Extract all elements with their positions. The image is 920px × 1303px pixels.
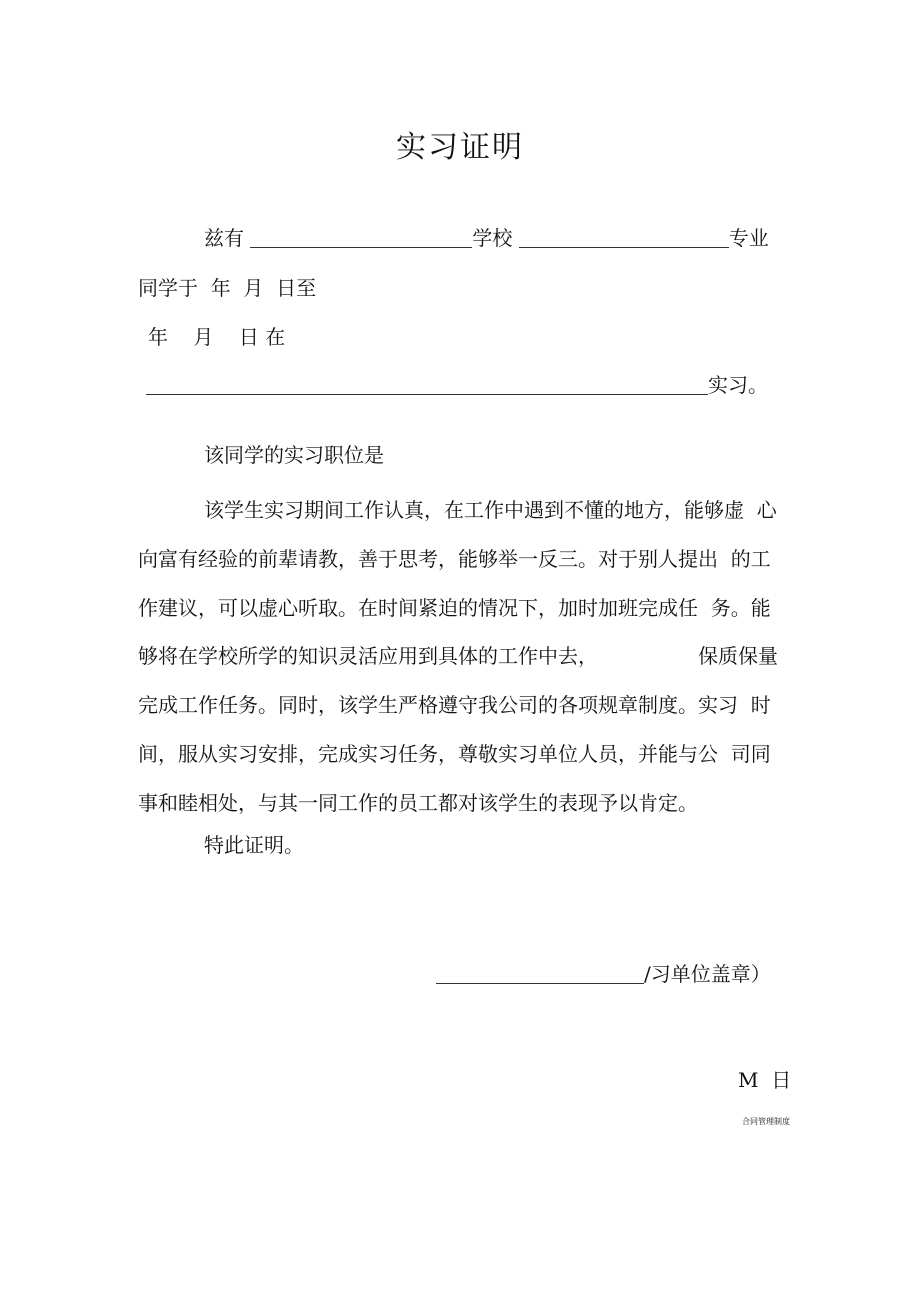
stamp-blank <box>436 963 644 984</box>
position-line: 该同学的实习职位是 <box>204 443 384 467</box>
stamp-line <box>436 958 771 987</box>
school-blank <box>519 227 729 248</box>
document-title: 实习证明 <box>396 130 524 165</box>
paragraph-line: 作建议，可以虚心听取。在时间紧迫的情况下，加时加班完成任 务。能 <box>138 595 771 620</box>
paragraph-line-4 <box>138 632 778 681</box>
paragraph-line-4-tail: 保质保量 <box>698 644 778 669</box>
paragraph-line: 向富有经验的前辈请教，善于思考，能够举一反三。对于别人提出 的工 <box>138 546 771 571</box>
paragraph-line-4-head: 够将在学校所学的知识灵活应用到具体的工作中去， <box>138 644 598 669</box>
major-label: 专业 <box>728 226 769 250</box>
paragraph-line: 间，服从实习安排，完成实习任务，尊敬实习单位人员，并能与公 司同 <box>138 741 771 766</box>
school-label: 学校 <box>472 226 513 250</box>
company-blank <box>146 374 708 395</box>
stamp-label: /习单位盖章） <box>644 962 771 986</box>
paragraph-line: 事和睦相处，与其一同工作的员工都对该学生的表现予以肯定。 <box>138 790 698 815</box>
name-blank <box>250 227 472 248</box>
paragraph-line: 该学生实习期间工作认真，在工作中遇到不懂的地方，能够虚 心 <box>204 498 777 522</box>
company-line <box>146 369 768 398</box>
intro-prefix: 兹有 <box>204 226 244 250</box>
start-date-line: 同学于 年 月 日至 <box>138 276 317 300</box>
internship-suffix: 实习。 <box>708 373 768 397</box>
closing-text: 特此证明。 <box>204 833 304 857</box>
date-label: M 日 <box>738 1068 792 1092</box>
evaluation-paragraph <box>138 486 778 828</box>
end-date-line: 年 月 日 在 <box>148 325 286 349</box>
paragraph-line: 完成工作任务。同时，该学生严格遵守我公司的各项规章制度。实习 时 <box>138 693 771 718</box>
intro-line <box>204 222 769 251</box>
footer-note: 合同管理制度 <box>742 1117 790 1126</box>
